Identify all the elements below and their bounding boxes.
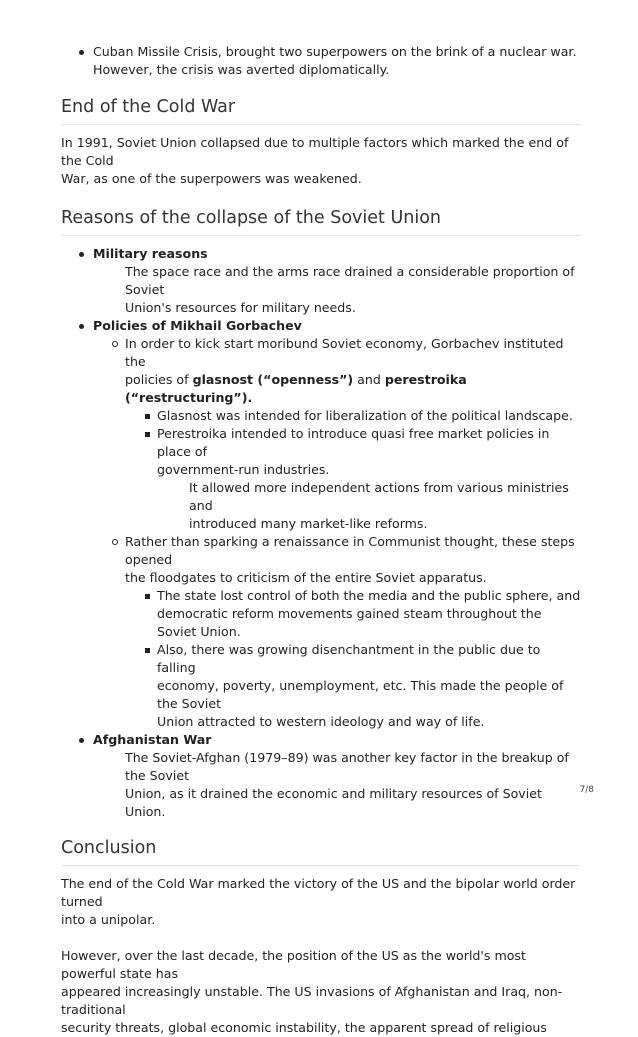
sub-sub-item xyxy=(157,587,581,641)
sub-sub-item xyxy=(157,425,581,533)
text-line: Union, as it drained the economic and military resources of Soviet Union. xyxy=(125,786,542,819)
text-line: In 1991, Soviet Union collapsed due to multiple factors which marked the end of the Cold xyxy=(61,135,569,168)
paragraph xyxy=(61,947,581,1037)
section-heading-end-of-cold-war: End of the Cold War xyxy=(61,96,581,125)
text-line: government-run industries. xyxy=(157,462,330,477)
list-item xyxy=(93,43,581,79)
paragraph xyxy=(61,134,581,188)
sub-sub-item xyxy=(157,407,581,425)
text-line: However, over the last decade, the position of the US as the world's most powerful state has xyxy=(61,948,526,981)
top-bullet-list xyxy=(61,43,581,79)
text-line: However, the crisis was averted diplomatically. xyxy=(93,62,390,77)
sub-item xyxy=(125,533,581,731)
item-description xyxy=(93,263,581,317)
section-heading-reasons: Reasons of the collapse of the Soviet Union xyxy=(61,207,581,236)
item-description xyxy=(157,479,581,533)
paragraph xyxy=(61,875,581,929)
document-page xyxy=(61,43,581,1037)
item-title: Military reasons xyxy=(93,246,208,261)
glasnost-term: glasnost (“openness”) xyxy=(192,372,354,387)
text-line: Union attracted to western ideology and way of life. xyxy=(157,714,485,729)
text-line: Also, there was growing disenchantment in the public due to falling xyxy=(157,642,541,675)
text-line: Glasnost was intended for liberalization of the political landscape. xyxy=(157,408,573,423)
page-number: 7/8 xyxy=(579,785,594,795)
item-description xyxy=(93,749,581,821)
text-line: The end of the Cold War marked the victory of the US and the bipolar world order turned xyxy=(61,876,576,909)
sub-sub-item xyxy=(157,641,581,731)
text-line: In order to kick start moribund Soviet economy, Gorbachev instituted the xyxy=(125,336,564,369)
text-line: Cuban Missile Crisis, brought two superpowers on the brink of a nuclear war. xyxy=(93,44,577,59)
text-line: into a unipolar. xyxy=(61,912,156,927)
section-heading-conclusion: Conclusion xyxy=(61,837,581,866)
text-span: and xyxy=(353,372,385,387)
sub-item xyxy=(125,335,581,533)
text-line: It allowed more independent actions from various ministries and xyxy=(189,480,569,513)
text-line: security threats, global economic instability, the apparent spread of religious xyxy=(61,1020,547,1035)
item-title: Afghanistan War xyxy=(93,732,212,747)
text-line: War, as one of the superpowers was weakened. xyxy=(61,171,362,186)
item-title: Policies of Mikhail Gorbachev xyxy=(93,318,302,333)
text-line xyxy=(125,371,581,407)
text-line: introduced many market-like reforms. xyxy=(189,516,428,531)
list-item-military xyxy=(93,245,581,317)
sub-sub-list xyxy=(125,587,581,731)
text-line: Rather than sparking a renaissance in Communist thought, these steps opened xyxy=(125,534,575,567)
sub-sub-list xyxy=(125,407,581,533)
sub-list xyxy=(93,335,581,731)
reasons-list xyxy=(61,245,581,821)
text-line: economy, poverty, unemployment, etc. This made the people of the Soviet xyxy=(157,678,564,711)
text-line: appeared increasingly unstable. The US invasions of Afghanistan and Iraq, non-traditional xyxy=(61,984,563,1017)
text-line: the floodgates to criticism of the entire Soviet apparatus. xyxy=(125,570,487,585)
text-line: The space race and the arms race drained a considerable proportion of Soviet xyxy=(125,264,575,297)
text-line: Union's resources for military needs. xyxy=(125,300,356,315)
list-item-afghanistan xyxy=(93,731,581,821)
text-span: policies of xyxy=(125,372,193,387)
text-line: democratic reform movements gained steam throughout the Soviet Union. xyxy=(157,606,542,639)
text-line: Perestroika intended to introduce quasi free market policies in place of xyxy=(157,426,550,459)
perestroika-term: perestroika (“restructuring”). xyxy=(125,372,467,405)
text-line: The Soviet-Afghan (1979–89) was another key factor in the breakup of the Soviet xyxy=(125,750,569,783)
list-item-gorbachev xyxy=(93,317,581,731)
text-line: The state lost control of both the media and the public sphere, and xyxy=(157,588,581,603)
